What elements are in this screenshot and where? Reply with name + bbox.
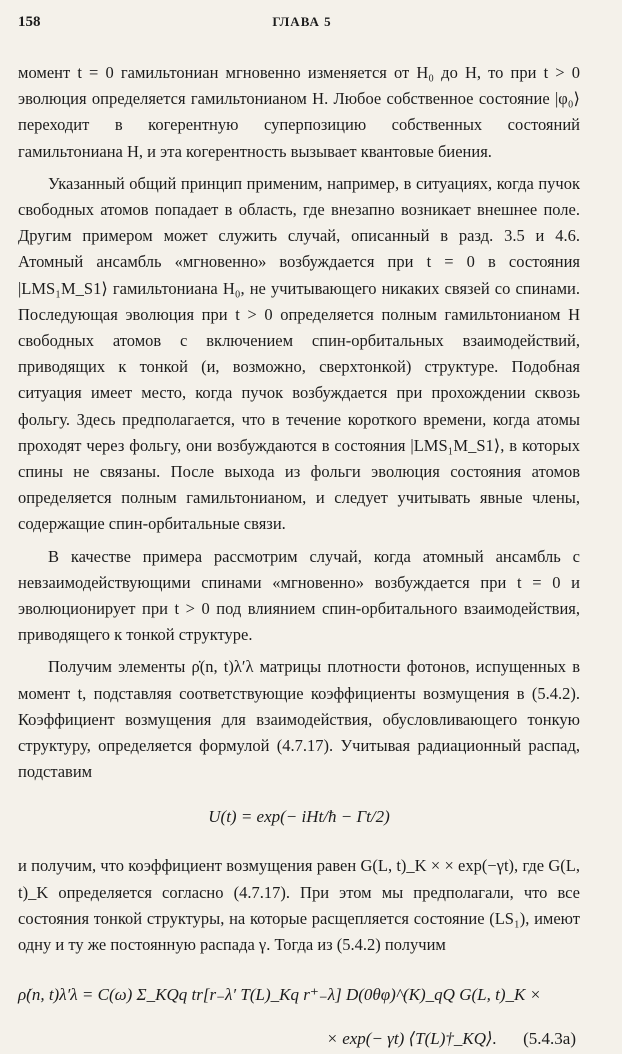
page-header: [18, 14, 586, 38]
equation-evolution-operator: U(t) = exp(− iHt/ħ − Γt/2): [208, 807, 390, 827]
equation-line-1: ρ̇(n, t)λ′λ = C(ω) Σ_KQq tr[r₋λ′ T(L)_Kq r⁺₋λ] D(0θφ)^(K)_qQ G(L, t)_K ×: [18, 985, 542, 1005]
equation-line-2-text: × exp(− γt) ⟨T(L)†_KQ⟩.: [326, 1029, 497, 1049]
equation-number: (5.4.3а): [523, 1029, 576, 1049]
page-number: 158: [18, 14, 41, 30]
equation-line-2: [18, 1024, 580, 1054]
paragraph-1: момент t = 0 гамильтониан мгновенно изменяется от H₀ до H, то при t > 0 эволюция определяется гамильтонианом H. Любое собственное состояние |φ₀⟩ переходит в когерентную суперпозицию собственных состояний гамильтониана H, и эта когерентность вызывает квантовые биения.: [18, 63, 580, 161]
paragraph-4: Получим элементы ρ̇(n, t)λ′λ матрицы плотности фотонов, испущенных в момент t, подставляя соответствующие коэффициенты возмущения в (5.4.2). Коэффициент возмущения для взаимодействия, обусловливающего тонкую структуру, определяется формулой (4.7.17). Учитывая радиационный распад, подставим: [18, 657, 580, 782]
paragraph-3: В качестве примера рассмотрим случай, когда атомный ансамбль с невзаимодействующими спинами «мгновенно» возбуждается при t = 0 и эволюционирует при t > 0 под влиянием спин-орбитального взаимодействия, приводящего к тонкой структуре.: [18, 546, 580, 645]
paragraph-5: и получим, что коэффициент возмущения равен G(L, t)_K × × exp(−γt), где G(L, t)_K определяется согласно (4.7.17). При этом мы предполагали, что все состояния тонкой структуры, на которые расщепляется состояние (LS₁), имеют одну и ту же постоянную распада γ. Тогда из (5.4.2) получим: [18, 856, 580, 955]
paragraph-2: Указанный общий принцип применим, например, в ситуациях, когда пучок свободных атомов попадает в область, где внезапно возникает внешнее поле. Другим примером может служить случай, описанный в разд. 3.5 и 4.6. Атомный ансамбль «мгновенно» возбуждается при t = 0 в состояния |LMS₁M_S1⟩ гамильтониана H₀, не учитывающего никаких связей со спинами. Последующая эволюция при t > 0 определяется полным гамильтонианом H свободных атомов с включением спин-орбитальных взаимодействий, приводящих к тонкой (и, возможно, сверхтонкой) структуре. Подобная ситуация имеет место, когда пучок возбуждается при прохождении сквозь фольгу. Здесь предполагается, что в течение короткого времени, когда атомы проходят через фольгу, они возбуждаются в состояния |LMS₁M_S1⟩, в которых спины не связаны. После выхода из фольги эволюция состояния атомов определяется полным гамильтонианом, и следует учитывать явные члены, содержащие спин-орбитальные связи.: [18, 173, 580, 534]
page-body: [18, 60, 580, 1054]
running-title: ГЛАВА 5: [272, 14, 332, 29]
equation-density-matrix: [18, 980, 580, 1054]
